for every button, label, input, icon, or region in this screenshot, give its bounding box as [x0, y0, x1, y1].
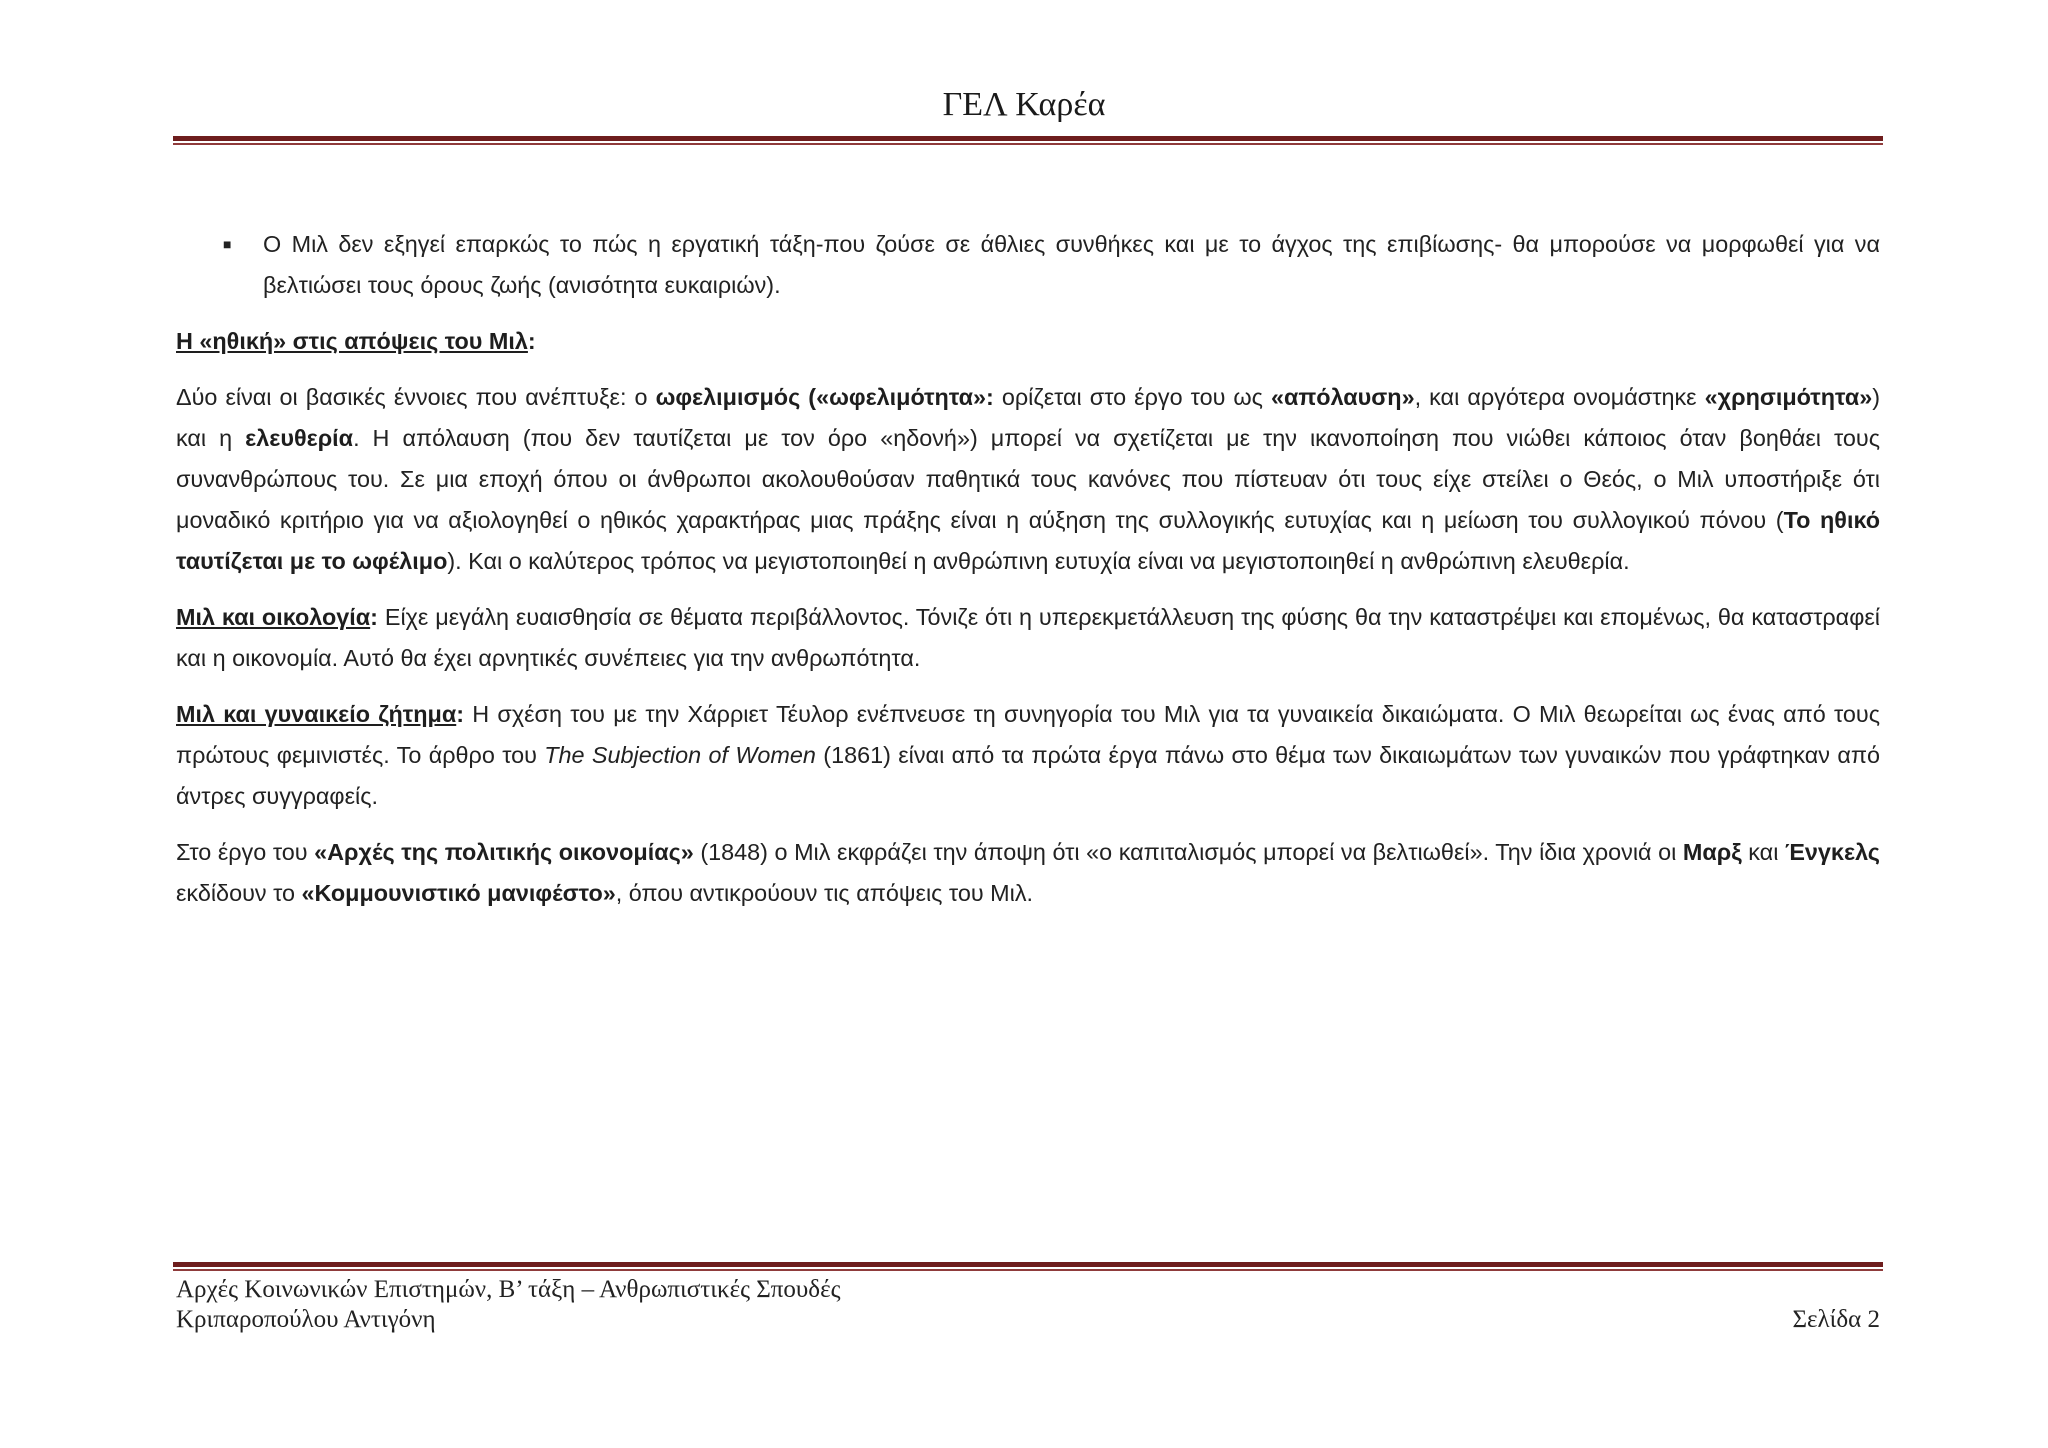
ethics-text-2: ορίζεται στο έργο του ως: [993, 384, 1271, 410]
economy-bold-1: «Αρχές της πολιτικής οικονομίας»: [314, 839, 694, 865]
ethics-text-6: ). Και ο καλύτερος τρόπος να μεγιστοποιηθεί η ανθρώπινη ευτυχία είναι να μεγιστοποιηθεί η ανθρώπινη ελευθερία.: [447, 548, 1630, 574]
economy-text-3: και: [1741, 839, 1785, 865]
ethics-bold-4: ελευθερία: [245, 425, 354, 451]
paragraph-economy: [176, 832, 1880, 914]
ethics-heading-colon: :: [527, 328, 536, 354]
economy-text-4: εκδίδουν το: [176, 880, 302, 906]
women-text-2: (1861) είναι από τα πρώτα έργα πάνω στο θέμα των δικαιωμάτων των γυναικών που γράφτηκαν από άντρες συγγραφείς.: [176, 742, 1880, 809]
economy-text-5: , όπου αντικρούουν τις απόψεις του Μιλ.: [615, 880, 1034, 906]
ethics-text-1: Δύο είναι οι βασικές έννοιες που ανέπτυξε: ο: [176, 384, 656, 410]
economy-text-1: Στο έργο του: [176, 839, 315, 865]
ethics-text-4: ) και η: [176, 384, 1881, 451]
footer-course: Αρχές Κοινωνικών Επιστημών, Β’ τάξη – Ανθρωπιστικές Σπουδές: [176, 1276, 841, 1303]
ethics-text-5: . Η απόλαυση (που δεν ταυτίζεται με τον όρο «ηδονή») μπορεί να σχετίζεται με την ικανοποίηση που νιώθει κάποιος όταν βοηθάει τους συνανθρώπους του. Σε μια εποχή όπου οι άνθρωποι ακολουθούσαν παθητικά τους κανόνες που πίστευαν ότι τους είχε στείλει ο Θεός, ο Μιλ υποστήριξε ότι μοναδικό κριτήριο για να αξιολογηθεί ο ηθικός χαρακτήρας μιας πράξης είναι η αύξηση της συλλογικής ευτυχίας και η μείωση του συλλογικού πόνου (: [176, 425, 1880, 533]
header-divider: [173, 136, 1883, 145]
ethics-bold-5: Το ηθικό ταυτίζεται με το ωφέλιμο: [176, 507, 1880, 574]
footer-author: Κριπαροπούλου Αντιγόνη: [176, 1306, 436, 1333]
paragraph-women: [176, 694, 1880, 817]
footer-divider: [173, 1262, 1883, 1271]
women-book-title: The Subjection of Women: [544, 742, 816, 768]
economy-text-2: (1848) ο Μιλ εκφράζει την άποψη ότι «ο καπιταλισμός μπορεί να βελτιωθεί». Την ίδια χρονιά οι: [693, 839, 1683, 865]
ecology-heading: Μιλ και οικολογία: [176, 604, 371, 630]
paragraph-ethics: [176, 377, 1880, 582]
footer-line-2: [176, 1306, 1880, 1334]
bullet-text: Ο Μιλ δεν εξηγεί επαρκώς το πώς η εργατική τάξη-που ζούσε σε άθλιες συνθήκες και με το άγχος της επιβίωσης- θα μπορούσε να μορφωθεί για να βελτιώσει τους όρους ζωής (ανισότητα ευκαιριών).: [263, 231, 1880, 298]
ethics-bold-2: «απόλαυση»: [1271, 384, 1415, 410]
economy-bold-2: Μαρξ: [1682, 839, 1742, 865]
economy-bold-4: «Κομμουνιστικό μανιφέστο»: [301, 880, 616, 906]
document-body: [176, 224, 1880, 914]
ethics-bold-1: ωφελιμισμός («ωφελιμότητα»:: [655, 384, 994, 410]
women-heading: Μιλ και γυναικείο ζήτημα: [176, 701, 457, 727]
ethics-text-3: , και αργότερα ονομάστηκε: [1414, 384, 1705, 410]
section-heading-ethics: [176, 321, 1880, 362]
ecology-text: Είχε μεγάλη ευαισθησία σε θέματα περιβάλλοντος. Τόνιζε ότι η υπερεκμετάλλευση της φύσης θα την καταστρέψει και επομένως, θα καταστραφεί και η οικονομία. Αυτό θα έχει αρνητικές συνέπειες για την ανθρωπότητα.: [176, 604, 1880, 671]
women-text-1: Η σχέση του με την Χάρριετ Τέυλορ ενέπνευσε τη συνηγορία του Μιλ για τα γυναικεία δικαιώματα. Ο Μιλ θεωρείται ως ένας από τους πρώτους φεμινιστές. Το άρθρο του: [176, 701, 1880, 768]
bullet-item: [176, 224, 1880, 306]
paragraph-ecology: [176, 597, 1880, 679]
ethics-bold-3: «χρησιμότητα»: [1704, 384, 1873, 410]
women-heading-colon: :: [456, 701, 465, 727]
ecology-heading-colon: :: [370, 604, 378, 630]
economy-bold-3: Ένγκελς: [1784, 839, 1880, 865]
ethics-heading: Η «ηθική» στις απόψεις του Μιλ: [176, 328, 528, 354]
page-header-title: ΓΕΛ Καρέα: [942, 86, 1106, 123]
square-bullet-icon: ■: [223, 236, 232, 252]
page-number: Σελίδα 2: [1792, 1306, 1880, 1333]
